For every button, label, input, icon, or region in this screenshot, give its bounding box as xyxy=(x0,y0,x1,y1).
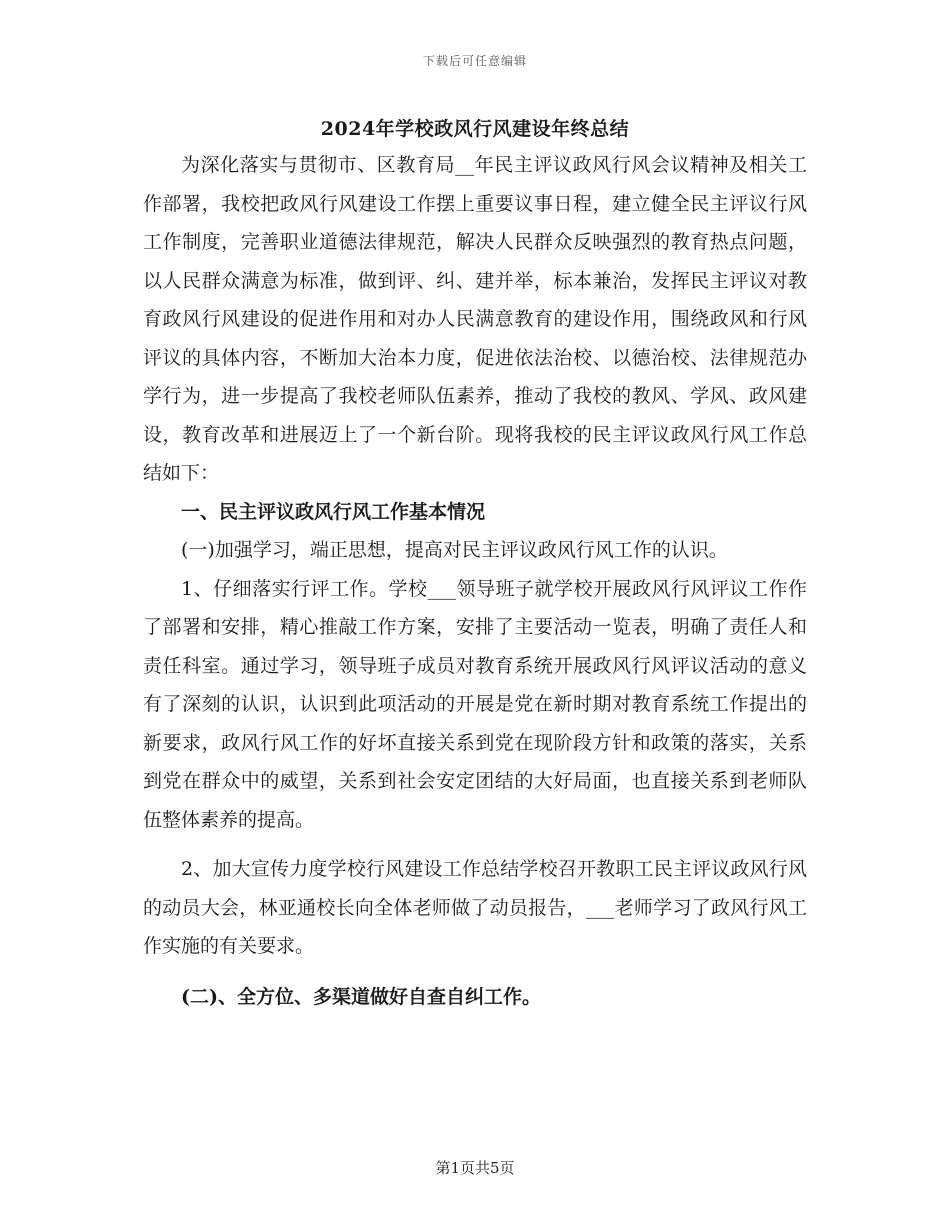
section-heading-1: 一、民主评议政风行风工作基本情况 xyxy=(181,500,486,523)
subsection-heading-1: (一)加强学习，端正思想，提高对民主评议政风行风工作的认识。 xyxy=(181,539,728,561)
intro-paragraph: 为深化落实与贯彻市、区教育局__年民主评议政风行风会议精神及相关工作部署，我校把政风行风建设工作摆上重要议事日程，建立健全民主评议行风工作制度，完善职业道德法律规范，解决人民群众反映强烈的教育热点问题，以人民群众满意为标准，做到评、纠、建并举，标本兼治，发挥民主评议对教育政风行风建设的促进作用和对办人民满意教育的建设作用，围绕政风和行风评议的具体内容，不断加大治本力度，促进依法治校、以德治校、法律规范办学行为，进一步提高了我校老师队伍素养，推动了我校的教风、学风、政风建设，教育改革和进展迈上了一个新台阶。现将我校的民主评议政风行风工作总结如下： xyxy=(143,154,807,484)
document-title: 2024年学校政风行风建设年终总结 xyxy=(320,118,630,140)
item-paragraph-1: 1、仔细落实行评工作。学校___领导班子就学校开展政风行风评议工作作了部署和安排，精心推敲工作方案，安排了主要活动一览表，明确了责任人和责任科室。通过学习，领导班子成员对教育系统开展政风行风评议活动的意义有了深刻的认识，认识到此项活动的开展是党在新时期对教育系统工作提出的新要求，政风行风工作的好坏直接关系到党在现阶段方针和政策的落实，关系到党在群众中的威望，关系到社会安定团结的大好局面，也直接关系到老师队伍整体素养的提高。 xyxy=(143,577,807,831)
subsection-heading-2: (二)、全方位、多渠道做好自查自纠工作。 xyxy=(181,985,541,1008)
page-number: 第1页共5页 xyxy=(435,1159,515,1177)
item-paragraph-2: 2、加大宣传力度学校行风建设工作总结学校召开教职工民主评议政风行风的动员大会，林亚通校长向全体老师做了动员报告，___老师学习了政风行风工作实施的有关要求。 xyxy=(143,858,807,957)
document-body xyxy=(143,146,807,1016)
header-note: 下载后可任意编辑 xyxy=(422,54,527,68)
